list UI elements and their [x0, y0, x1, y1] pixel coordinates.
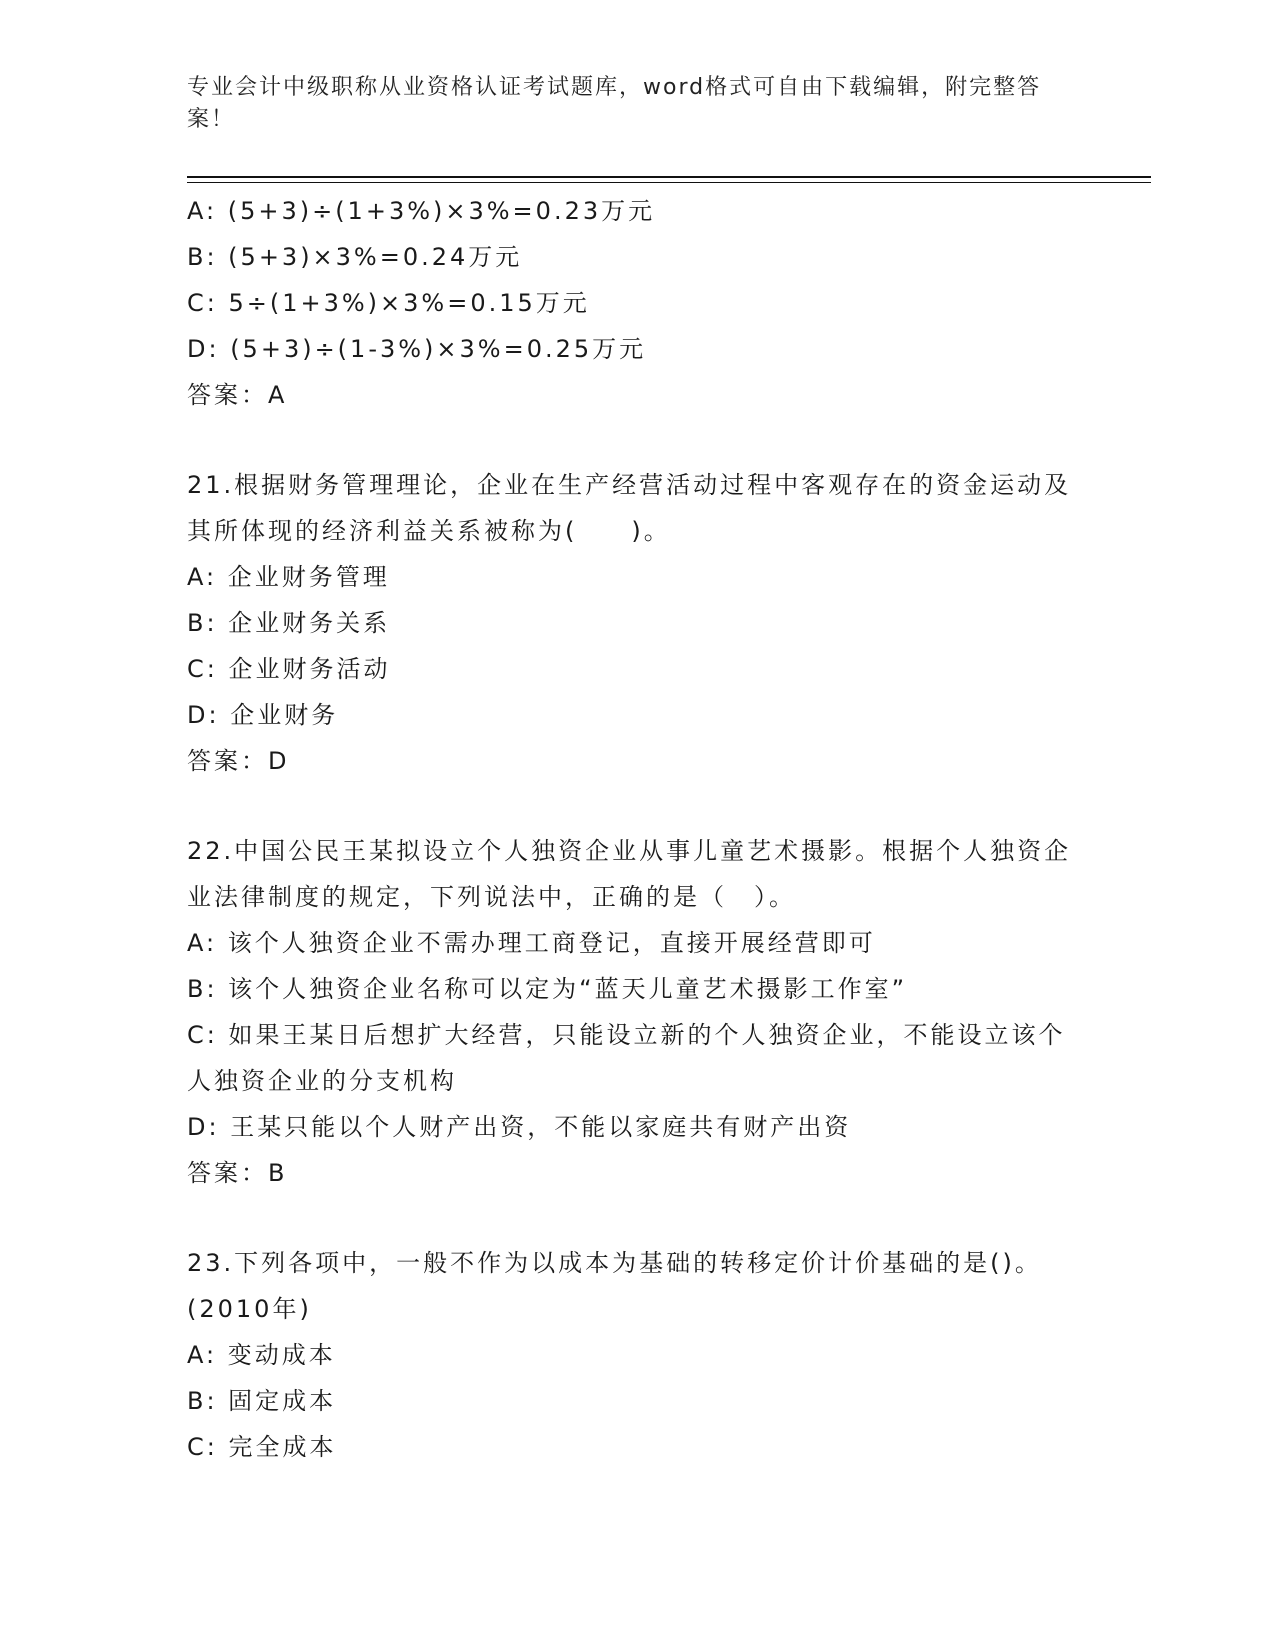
- q22-option-d: D: 王某只能以个人财产出资，不能以家庭共有财产出资: [187, 1113, 852, 1141]
- q22-option-c: C: 如果王某日后想扩大经营，只能设立新的个人独资企业，不能设立该个人独资企业的分支机构: [187, 1021, 1066, 1095]
- q22-option-a: A: 该个人独资企业不需办理工商登记，直接开展经营即可: [187, 929, 876, 957]
- q23-question-text: 23.下列各项中，一般不作为以成本为基础的转移定价计价基础的是()。(2010年): [187, 1249, 1042, 1323]
- header-rule-thin: [187, 182, 1151, 183]
- question-content: [187, 188, 1087, 1470]
- question-22: [187, 828, 1087, 1196]
- question-20: [187, 188, 1087, 418]
- q21-option-c: C: 企业财务活动: [187, 655, 391, 683]
- spacer: [187, 784, 1087, 828]
- q20-option-c: C: 5÷(1+3%)×3%=0.15万元: [187, 289, 590, 317]
- q22-option-b: B: 该个人独资企业名称可以定为“蓝天儿童艺术摄影工作室”: [187, 975, 908, 1003]
- q23-option-c: C: 完全成本: [187, 1433, 337, 1461]
- spacer: [187, 418, 1087, 462]
- q21-question-text: 21.根据财务管理理论，企业在生产经营活动过程中客观存在的资金运动及其所体现的经济利益关系被称为( )。: [187, 471, 1072, 545]
- q20-answer: 答案：A: [187, 381, 288, 409]
- page-header: 专业会计中级职称从业资格认证考试题库，word格式可自由下载编辑，附完整答案！: [187, 75, 1042, 132]
- q20-option-d: D: (5+3)÷(1-3%)×3%=0.25万元: [187, 335, 647, 363]
- q21-option-b: B: 企业财务关系: [187, 609, 391, 637]
- question-23: [187, 1240, 1087, 1470]
- q21-answer: 答案：D: [187, 747, 290, 775]
- q23-option-b: B: 固定成本: [187, 1387, 337, 1415]
- q21-option-a: A: 企业财务管理: [187, 563, 390, 591]
- q20-option-a: A: (5+3)÷(1+3%)×3%=0.23万元: [187, 197, 656, 225]
- q22-question-text: 22.中国公民王某拟设立个人独资企业从事儿童艺术摄影。根据个人独资企业法律制度的规定，下列说法中，正确的是（ ）。: [187, 837, 1072, 911]
- q21-option-d: D: 企业财务: [187, 701, 339, 729]
- spacer: [187, 1196, 1087, 1240]
- header-rule-thick: [187, 176, 1151, 178]
- q23-option-a: A: 变动成本: [187, 1341, 336, 1369]
- question-21: [187, 462, 1087, 784]
- q20-option-b: B: (5+3)×3%=0.24万元: [187, 243, 523, 271]
- q22-answer: 答案：B: [187, 1159, 288, 1187]
